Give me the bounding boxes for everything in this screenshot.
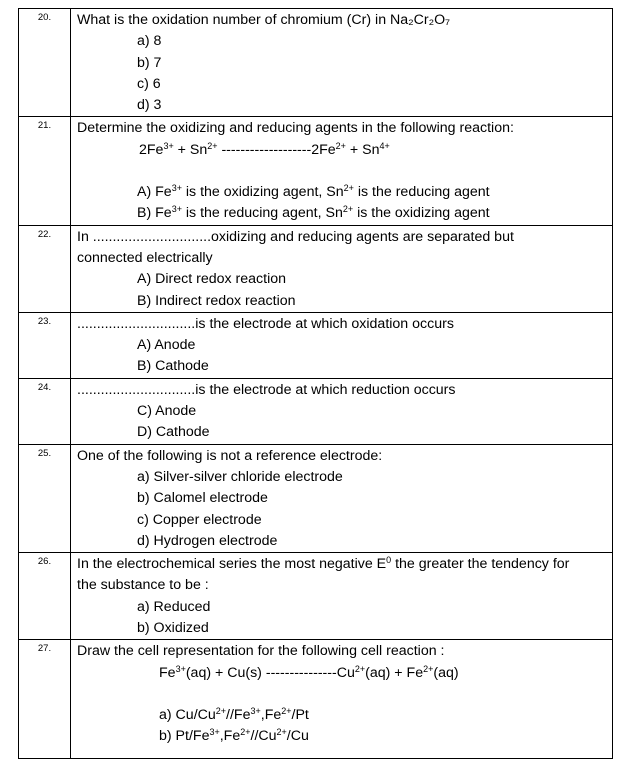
eq-text: (aq) xyxy=(433,664,459,681)
option-text: A) Fe xyxy=(137,184,172,201)
option xyxy=(77,705,612,726)
option: a) 8 xyxy=(137,33,162,50)
option-text: a) Cu/Cu xyxy=(159,706,216,723)
question-body xyxy=(71,553,613,640)
question-number: 26. xyxy=(19,553,71,640)
option-text: B) Fe xyxy=(137,205,172,222)
charge: 3+ xyxy=(171,204,182,215)
charge: 3+ xyxy=(209,727,220,738)
option-text: is the oxidizing agent xyxy=(353,205,490,222)
question-number: 27. xyxy=(19,640,71,759)
option-text: b) Pt/Fe xyxy=(159,728,210,745)
question-body xyxy=(71,117,613,225)
eq-text: (aq) + Cu(s) ---------------Cu xyxy=(185,664,355,681)
question-body xyxy=(71,225,613,312)
option-text: //Fe xyxy=(226,706,251,723)
question-stem: ..............................is the electrode at which reduction occurs xyxy=(77,381,456,398)
charge: 2+ xyxy=(207,140,218,151)
question-number: 20. xyxy=(19,9,71,117)
option: B) Cathode xyxy=(137,358,209,375)
question-row xyxy=(19,640,613,759)
option-text: /Cu xyxy=(286,728,309,745)
question-stem: ..............................is the electrode at which oxidation occurs xyxy=(77,315,454,332)
charge: 2+ xyxy=(354,663,366,674)
question-row xyxy=(19,117,613,225)
option-text: //Cu xyxy=(250,728,277,745)
superscript: 0 xyxy=(386,555,392,566)
charge: 2+ xyxy=(423,663,434,674)
option: b) Oxidized xyxy=(137,620,209,637)
reaction-equation xyxy=(77,663,612,684)
option: c) Copper electrode xyxy=(137,511,262,528)
question-number: 22. xyxy=(19,225,71,312)
option-text: ,Fe xyxy=(260,706,282,723)
option: d) Hydrogen electrode xyxy=(137,532,278,549)
charge: 2+ xyxy=(240,727,251,738)
charge: 2+ xyxy=(281,705,292,716)
question-number: 25. xyxy=(19,444,71,552)
question-stem: Draw the cell representation for the following cell reaction : xyxy=(77,643,445,660)
reaction-equation xyxy=(77,140,612,161)
charge: 4+ xyxy=(379,140,390,151)
option-text: is the oxidizing agent, Sn xyxy=(181,184,344,201)
option: B) Indirect redox reaction xyxy=(137,292,296,309)
charge: 2+ xyxy=(343,183,354,194)
question-stem: In ..............................oxidizing and reducing agents are separated but connected electrically xyxy=(77,228,514,266)
eq-text: + Sn xyxy=(173,141,208,158)
question-number: 21. xyxy=(19,117,71,225)
option-text: ,Fe xyxy=(219,728,241,745)
charge: 2+ xyxy=(215,705,227,716)
option: A) Direct redox reaction xyxy=(137,271,287,288)
option xyxy=(77,726,612,747)
question-row xyxy=(19,225,613,312)
stem-text: In the electrochemical series the most negative E xyxy=(77,556,387,573)
charge: 3+ xyxy=(250,705,261,716)
option: d) 3 xyxy=(137,97,162,114)
option: a) Reduced xyxy=(137,598,211,615)
option-text: is the reducing agent, Sn xyxy=(181,205,343,222)
eq-text: 2Fe xyxy=(139,141,164,158)
question-body xyxy=(71,640,613,759)
charge: 3+ xyxy=(175,663,186,674)
eq-text: -------------------2Fe xyxy=(217,141,336,158)
charge: 2+ xyxy=(276,727,287,738)
charge: 2+ xyxy=(342,204,354,215)
question-row xyxy=(19,444,613,552)
question-table xyxy=(18,8,613,759)
option: D) Cathode xyxy=(137,424,210,441)
eq-text: + Sn xyxy=(345,141,380,158)
question-body xyxy=(71,312,613,378)
option: b) 7 xyxy=(137,54,162,71)
question-row xyxy=(19,312,613,378)
question-stem: What is the oxidation number of chromium (Cr) in Na₂Cr₂O₇ xyxy=(77,12,451,28)
option: b) Calomel electrode xyxy=(137,490,268,507)
option xyxy=(77,182,612,203)
option-text: /Pt xyxy=(291,706,309,723)
option: c) 6 xyxy=(137,75,161,92)
question-number: 24. xyxy=(19,378,71,444)
question-row xyxy=(19,9,613,117)
option: A) Anode xyxy=(137,337,196,354)
question-body xyxy=(71,9,613,117)
eq-text: (aq) + Fe xyxy=(365,664,424,681)
question-row xyxy=(19,378,613,444)
charge: 3+ xyxy=(171,183,182,194)
question-stem: One of the following is not a reference electrode: xyxy=(77,447,383,464)
charge: 2+ xyxy=(335,140,346,151)
eq-text: Fe xyxy=(159,664,176,681)
question-stem: Determine the oxidizing and reducing agents in the following reaction: xyxy=(77,120,514,137)
question-body xyxy=(71,444,613,552)
option xyxy=(77,203,612,224)
question-body xyxy=(71,378,613,444)
question-stem xyxy=(77,554,612,597)
option: a) Silver-silver chloride electrode xyxy=(137,468,343,485)
option: C) Anode xyxy=(137,403,197,420)
question-row xyxy=(19,553,613,640)
option-text: is the reducing agent xyxy=(353,184,490,201)
charge: 3+ xyxy=(163,140,174,151)
stem-text: the greater the tendency for the substance to be : xyxy=(77,556,570,594)
question-number: 23. xyxy=(19,312,71,378)
